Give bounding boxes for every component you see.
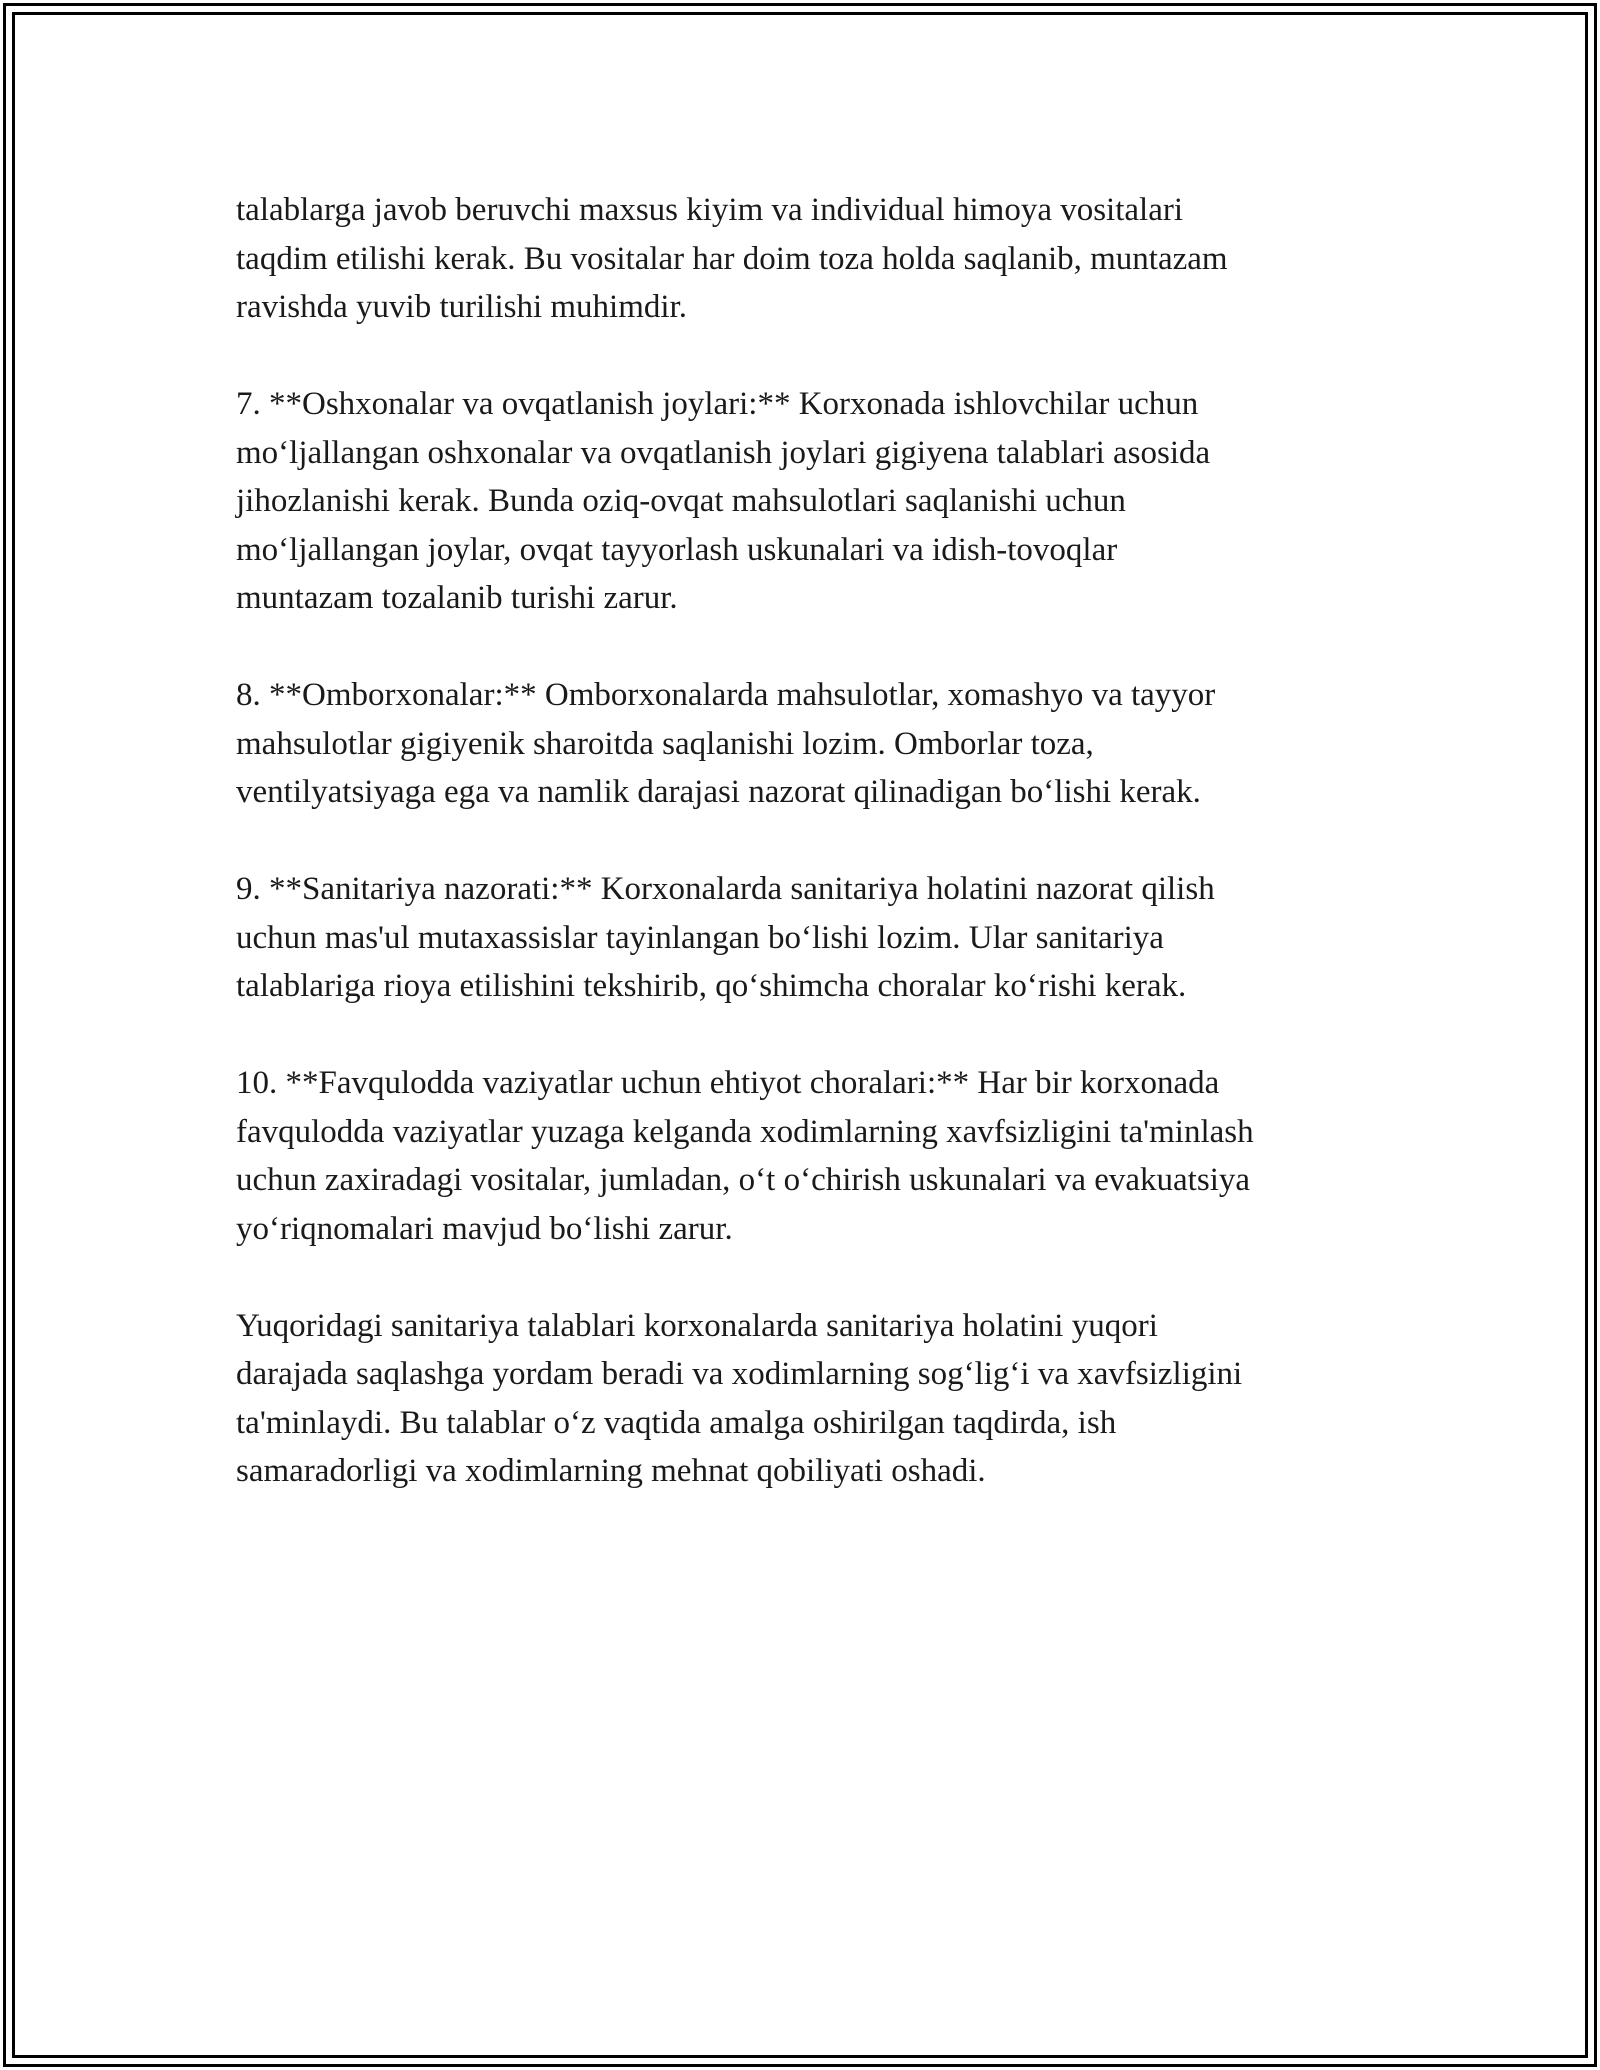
paragraph-item-7-canteens bbox=[236, 380, 1396, 623]
text-line: taqdim etilishi kerak. Bu vositalar har doim toza holda saqlanib, muntazam bbox=[236, 240, 1228, 277]
text-line: Yuqoridagi sanitariya talablari korxonalarda sanitariya holatini yuqori bbox=[236, 1307, 1158, 1344]
text-line: ventilyatsiyaga ega va namlik darajasi nazorat qilinadigan bo‘lishi kerak. bbox=[236, 774, 1201, 810]
text-line: 8. **Omborxonalar:** Omborxonalarda mahsulotlar, xomashyo va tayyor bbox=[236, 677, 1216, 713]
text-line: darajada saqlashga yordam beradi va xodimlarning sog‘lig‘i va xavfsizligini bbox=[236, 1356, 1243, 1392]
text-line: 9. **Sanitariya nazorati:** Korxonalarda sanitariya holatini nazorat qilish bbox=[236, 871, 1215, 907]
text-line: talablariga rioya etilishini tekshirib, qo‘shimcha choralar ko‘rishi kerak. bbox=[236, 968, 1187, 1004]
document-body bbox=[236, 186, 1396, 1544]
text-line: ta'minlaydi. Bu talablar o‘z vaqtida amalga oshirilgan taqdirda, ish bbox=[236, 1404, 1117, 1441]
text-line: mo‘ljallangan oshxonalar va ovqatlanish joylari gigiyena talablari asosida bbox=[236, 434, 1211, 471]
text-line: uchun mas'ul mutaxassislar tayinlangan bo‘lishi lozim. Ular sanitariya bbox=[236, 919, 1164, 956]
text-line: 10. **Favqulodda vaziyatlar uchun ehtiyot choralari:** Har bir korxonada bbox=[236, 1065, 1220, 1101]
text-line: samaradorligi va xodimlarning mehnat qobiliyati oshadi. bbox=[236, 1453, 986, 1489]
text-line: mo‘ljallangan joylar, ovqat tayyorlash uskunalari va idish-tovoqlar bbox=[236, 531, 1118, 568]
text-line: yo‘riqnomalari mavjud bo‘lishi zarur. bbox=[236, 1210, 733, 1247]
text-line: mahsulotlar gigiyenik sharoitda saqlanishi lozim. Omborlar toza, bbox=[236, 725, 1094, 762]
paragraph-item-8-warehouses bbox=[236, 671, 1396, 817]
paragraph-conclusion bbox=[236, 1302, 1396, 1496]
text-line: ravishda yuvib turilishi muhimdir. bbox=[236, 289, 687, 325]
text-line: jihozlanishi kerak. Bunda oziq-ovqat mahsulotlari saqlanishi uchun bbox=[236, 483, 1126, 519]
paragraph-protective-clothing bbox=[236, 186, 1396, 332]
text-line: talablarga javob beruvchi maxsus kiyim va individual himoya vositalari bbox=[236, 192, 1184, 228]
text-line: favqulodda vaziyatlar yuzaga kelganda xodimlarning xavfsizligini ta'minlash bbox=[236, 1113, 1254, 1150]
text-line: muntazam tozalanib turishi zarur. bbox=[236, 580, 678, 616]
paragraph-item-9-sanitary-control bbox=[236, 865, 1396, 1011]
paragraph-item-10-emergency bbox=[236, 1059, 1396, 1253]
text-line: 7. **Oshxonalar va ovqatlanish joylari:** Korxonada ishlovchilar uchun bbox=[236, 386, 1199, 422]
text-line: uchun zaxiradagi vositalar, jumladan, o‘t o‘chirish uskunalari va evakuatsiya bbox=[236, 1162, 1251, 1198]
